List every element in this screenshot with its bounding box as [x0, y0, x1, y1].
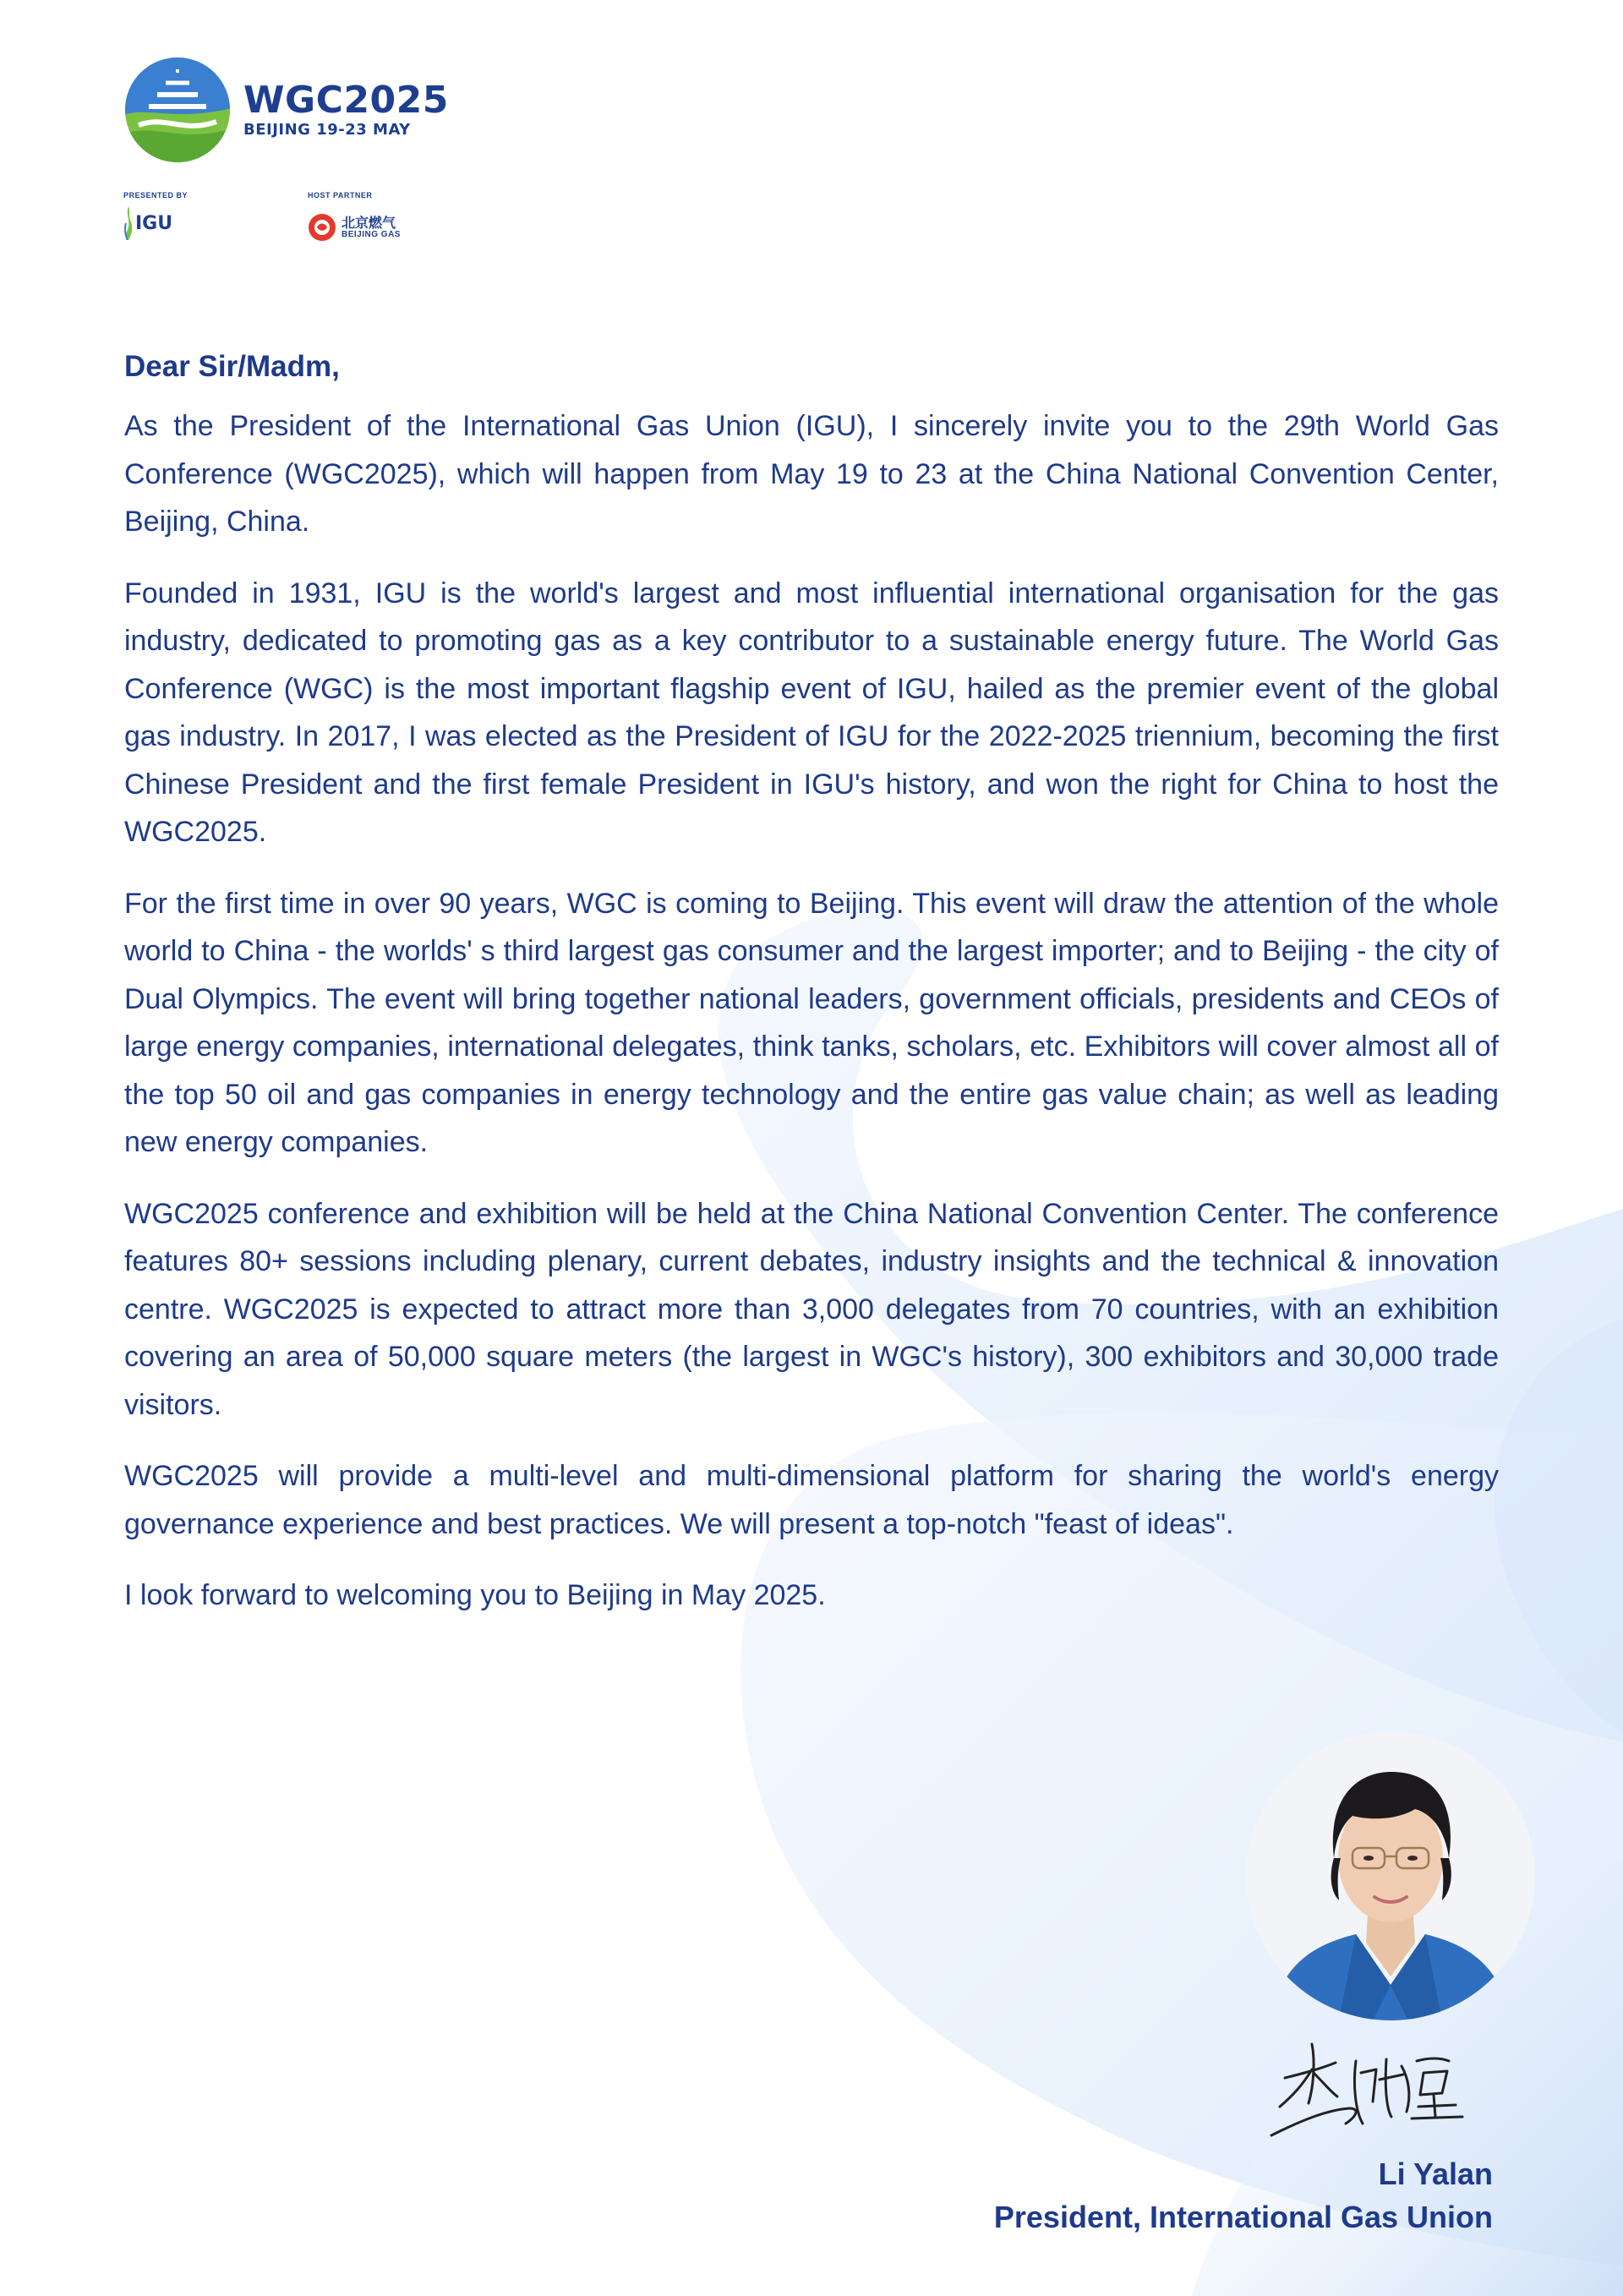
- wgc-logo: [123, 56, 449, 164]
- paragraph-2: Founded in 1931, IGU is the world's largest and most influential international organisation for the gas industry, dedicated to promoting gas as a key contributor to a sustainable energy future. The World Gas Conference (WGC) is the most important flagship event of IGU, hailed as the premier event of the global gas industry. In 2017, I was elected as the President of IGU for the 2022-2025 triennium, becoming the first Chinese President and the first female President in IGU's history, and won the right for China to host the WGC2025.: [124, 577, 1499, 848]
- portrait-illustration: [1246, 1731, 1535, 2020]
- logo-subtitle: BEIJING 19-23 MAY: [243, 121, 411, 139]
- salutation: Dear Sir/Madm,: [124, 350, 340, 383]
- logo-title: WGC2025: [243, 79, 449, 122]
- paragraph-6: I look forward to welcoming you to Beijing in May 2025.: [124, 1579, 826, 1611]
- portrait-photo: [1246, 1731, 1535, 2020]
- partner-logos: [123, 191, 428, 250]
- igu-logo-icon: [123, 206, 172, 240]
- letter-body: [124, 343, 1499, 1643]
- beijing-gas-en: BEIJING GAS: [342, 230, 401, 239]
- paragraph-1: As the President of the International Gas Union (IGU), I sincerely invite you to the 29th World Gas Conference (WGC2025), which will happen from May 19 to 23 at the China National Convention Center, Beijing, China.: [124, 410, 1499, 538]
- wgc2025-emblem-icon: [123, 56, 232, 164]
- paragraph-4: WGC2025 conference and exhibition will be held at the China National Convention Center. The conference features 80+ sessions including plenary, current debates, industry insights and the technical & innovation centre. WGC2025 is expected to attract more than 3,000 delegates from 70 countries, with an exhibition covering an area of 50,000 square meters (the largest in WGC's history), 300 exhibitors and 30,000 trade visitors.: [124, 1197, 1499, 1421]
- signer-title: President, International Gas Union: [993, 2200, 1493, 2234]
- header: [123, 56, 449, 164]
- igu-logo-text: IGU: [135, 212, 173, 234]
- presented-by-label: PRESENTED BY: [123, 191, 189, 200]
- handwritten-signature: [1268, 2036, 1471, 2146]
- beijing-gas-cn: 北京燃气: [342, 215, 396, 231]
- beijing-gas-text: [342, 216, 401, 239]
- beijing-gas-emblem-icon: [308, 213, 336, 242]
- host-partner-label: HOST PARTNER: [308, 191, 373, 200]
- igu-flame-icon: [123, 206, 134, 240]
- beijing-gas-logo-icon: [308, 213, 401, 242]
- signer-name: Li Yalan: [1378, 2157, 1493, 2191]
- paragraph-5: WGC2025 will provide a multi-level and multi-dimensional platform for sharing the world's energy governance experience and best practices. We will present a top-notch "feast of ideas".: [124, 1460, 1499, 1540]
- paragraph-3: For the first time in over 90 years, WGC is coming to Beijing. This event will draw the attention of the whole world to China - the worlds' s third largest gas consumer and the largest importer; and to Beijing - the city of Dual Olympics. The event will bring together national leaders, government officials, presidents and CEOs of large energy companies, international delegates, think tanks, scholars, etc. Exhibitors will cover almost all of the top 50 oil and gas companies in energy technology and the entire gas value chain; as well as leading new energy companies.: [124, 887, 1499, 1158]
- wgc-logo-text: [243, 80, 449, 139]
